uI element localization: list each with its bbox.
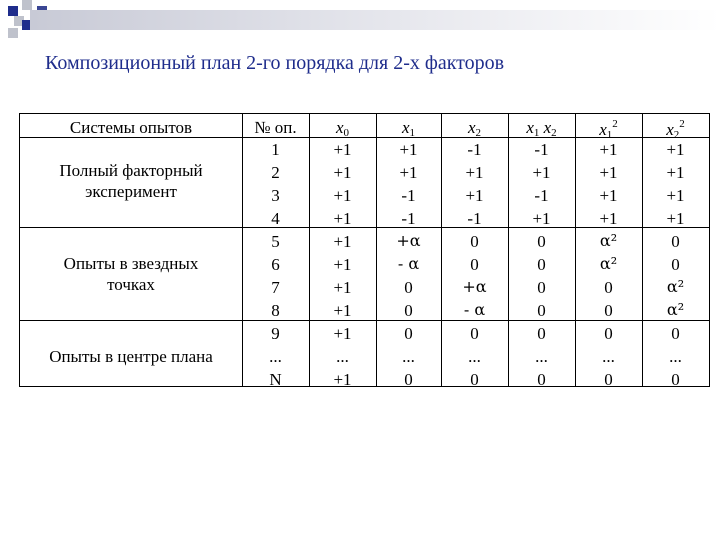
- group-label: Опыты в звездных точках: [63, 254, 199, 295]
- cell-x2-squared: +1: [666, 209, 685, 228]
- header-x1-squared: $x_1^2$: [599, 118, 618, 141]
- cell-x2: 0: [470, 255, 479, 274]
- cell-x1-squared: 0: [604, 324, 613, 343]
- cell-x2-squared: 0: [671, 324, 680, 343]
- cell-x1x2: +1: [532, 163, 551, 182]
- header-x1: $x_1$: [401, 118, 416, 139]
- cell-x0: +1: [333, 232, 352, 251]
- header-x0: $x_0$: [335, 118, 350, 139]
- cell-x1: ...: [402, 347, 415, 366]
- header-x1x2: $x_1$ $x_2$: [526, 118, 557, 139]
- cell-x0: +1: [333, 255, 352, 274]
- cell-num: 4: [271, 209, 280, 228]
- cell-x2-squared: α²: [666, 300, 685, 319]
- cell-x1x2: ...: [535, 347, 548, 366]
- row-divider: [20, 320, 709, 321]
- header-x2: $x_2$: [467, 118, 482, 139]
- cell-x1-squared: 0: [604, 278, 613, 297]
- cell-x1x2: 0: [537, 301, 546, 320]
- cell-num: 9: [271, 324, 280, 343]
- cell-x2-squared: +1: [666, 140, 685, 159]
- cell-x0: ...: [336, 347, 349, 366]
- cell-x2-squared: +1: [666, 163, 685, 182]
- cell-x1: 0: [404, 324, 413, 343]
- cell-x1: 0: [404, 370, 413, 389]
- cell-x0: +1: [333, 301, 352, 320]
- cell-x2: - α: [463, 300, 486, 319]
- cell-x2-squared: 0: [671, 370, 680, 389]
- cell-x1: +1: [399, 140, 418, 159]
- cell-x1: - α: [397, 254, 420, 273]
- cell-x0: +1: [333, 186, 352, 205]
- header-x2-squared: $x_2^2$: [666, 118, 685, 141]
- cell-x2: +α: [462, 277, 487, 296]
- group-label: Полный факторный эксперимент: [59, 161, 203, 202]
- cell-x2: -1: [467, 140, 482, 159]
- decor-square: [8, 6, 18, 16]
- cell-num: 8: [271, 301, 280, 320]
- cell-num: 7: [271, 278, 280, 297]
- cell-x1: -1: [401, 209, 416, 228]
- decor-square: [8, 28, 18, 38]
- cell-x1x2: +1: [532, 209, 551, 228]
- cell-num: N: [269, 370, 282, 389]
- cell-x1: +α: [396, 231, 421, 250]
- cell-x1-squared: +1: [599, 209, 618, 228]
- cell-x1-squared: 0: [604, 301, 613, 320]
- decor-square: [22, 0, 32, 10]
- cell-x1: 0: [404, 301, 413, 320]
- cell-x1-squared: 0: [604, 370, 613, 389]
- cell-num: 2: [271, 163, 280, 182]
- cell-x0: +1: [333, 209, 352, 228]
- cell-x1x2: 0: [537, 232, 546, 251]
- cell-x0: +1: [333, 370, 352, 389]
- cell-num: ...: [269, 347, 282, 366]
- cell-x1-squared: +1: [599, 140, 618, 159]
- cell-x2: 0: [470, 324, 479, 343]
- cell-x0: +1: [333, 278, 352, 297]
- cell-x1-squared: α²: [599, 254, 618, 273]
- cell-x1-squared: +1: [599, 163, 618, 182]
- cell-num: 1: [271, 140, 280, 159]
- cell-x2-squared: +1: [666, 186, 685, 205]
- cell-num: 5: [271, 232, 280, 251]
- slide-title: Композиционный план 2-го порядка для 2-х факторов: [45, 52, 505, 74]
- cell-x1x2: 0: [537, 370, 546, 389]
- cell-x2: +1: [465, 163, 484, 182]
- cell-x2-squared: α²: [666, 277, 685, 296]
- cell-x2: ...: [468, 347, 481, 366]
- design-table: [19, 113, 710, 387]
- group-label: Опыты в центре плана: [49, 347, 213, 366]
- cell-num: 6: [271, 255, 280, 274]
- cell-x1x2: 0: [537, 278, 546, 297]
- cell-x0: +1: [333, 163, 352, 182]
- header-bar: [30, 10, 720, 30]
- cell-x1: -1: [401, 186, 416, 205]
- header-num: № оп.: [254, 118, 297, 137]
- cell-x1-squared: ...: [602, 347, 615, 366]
- cell-num: 3: [271, 186, 280, 205]
- cell-x0: +1: [333, 324, 352, 343]
- header-systems: Системы опытов: [69, 118, 193, 137]
- cell-x1x2: 0: [537, 324, 546, 343]
- cell-x1: +1: [399, 163, 418, 182]
- cell-x0: +1: [333, 140, 352, 159]
- cell-x2-squared: 0: [671, 255, 680, 274]
- cell-x1x2: 0: [537, 255, 546, 274]
- cell-x1x2: -1: [534, 186, 549, 205]
- cell-x2: -1: [467, 209, 482, 228]
- cell-x1: 0: [404, 278, 413, 297]
- cell-x2-squared: ...: [669, 347, 682, 366]
- cell-x2-squared: 0: [671, 232, 680, 251]
- cell-x1-squared: +1: [599, 186, 618, 205]
- cell-x1x2: -1: [534, 140, 549, 159]
- cell-x2: 0: [470, 370, 479, 389]
- cell-x2: 0: [470, 232, 479, 251]
- cell-x2: +1: [465, 186, 484, 205]
- cell-x1-squared: α²: [599, 231, 618, 250]
